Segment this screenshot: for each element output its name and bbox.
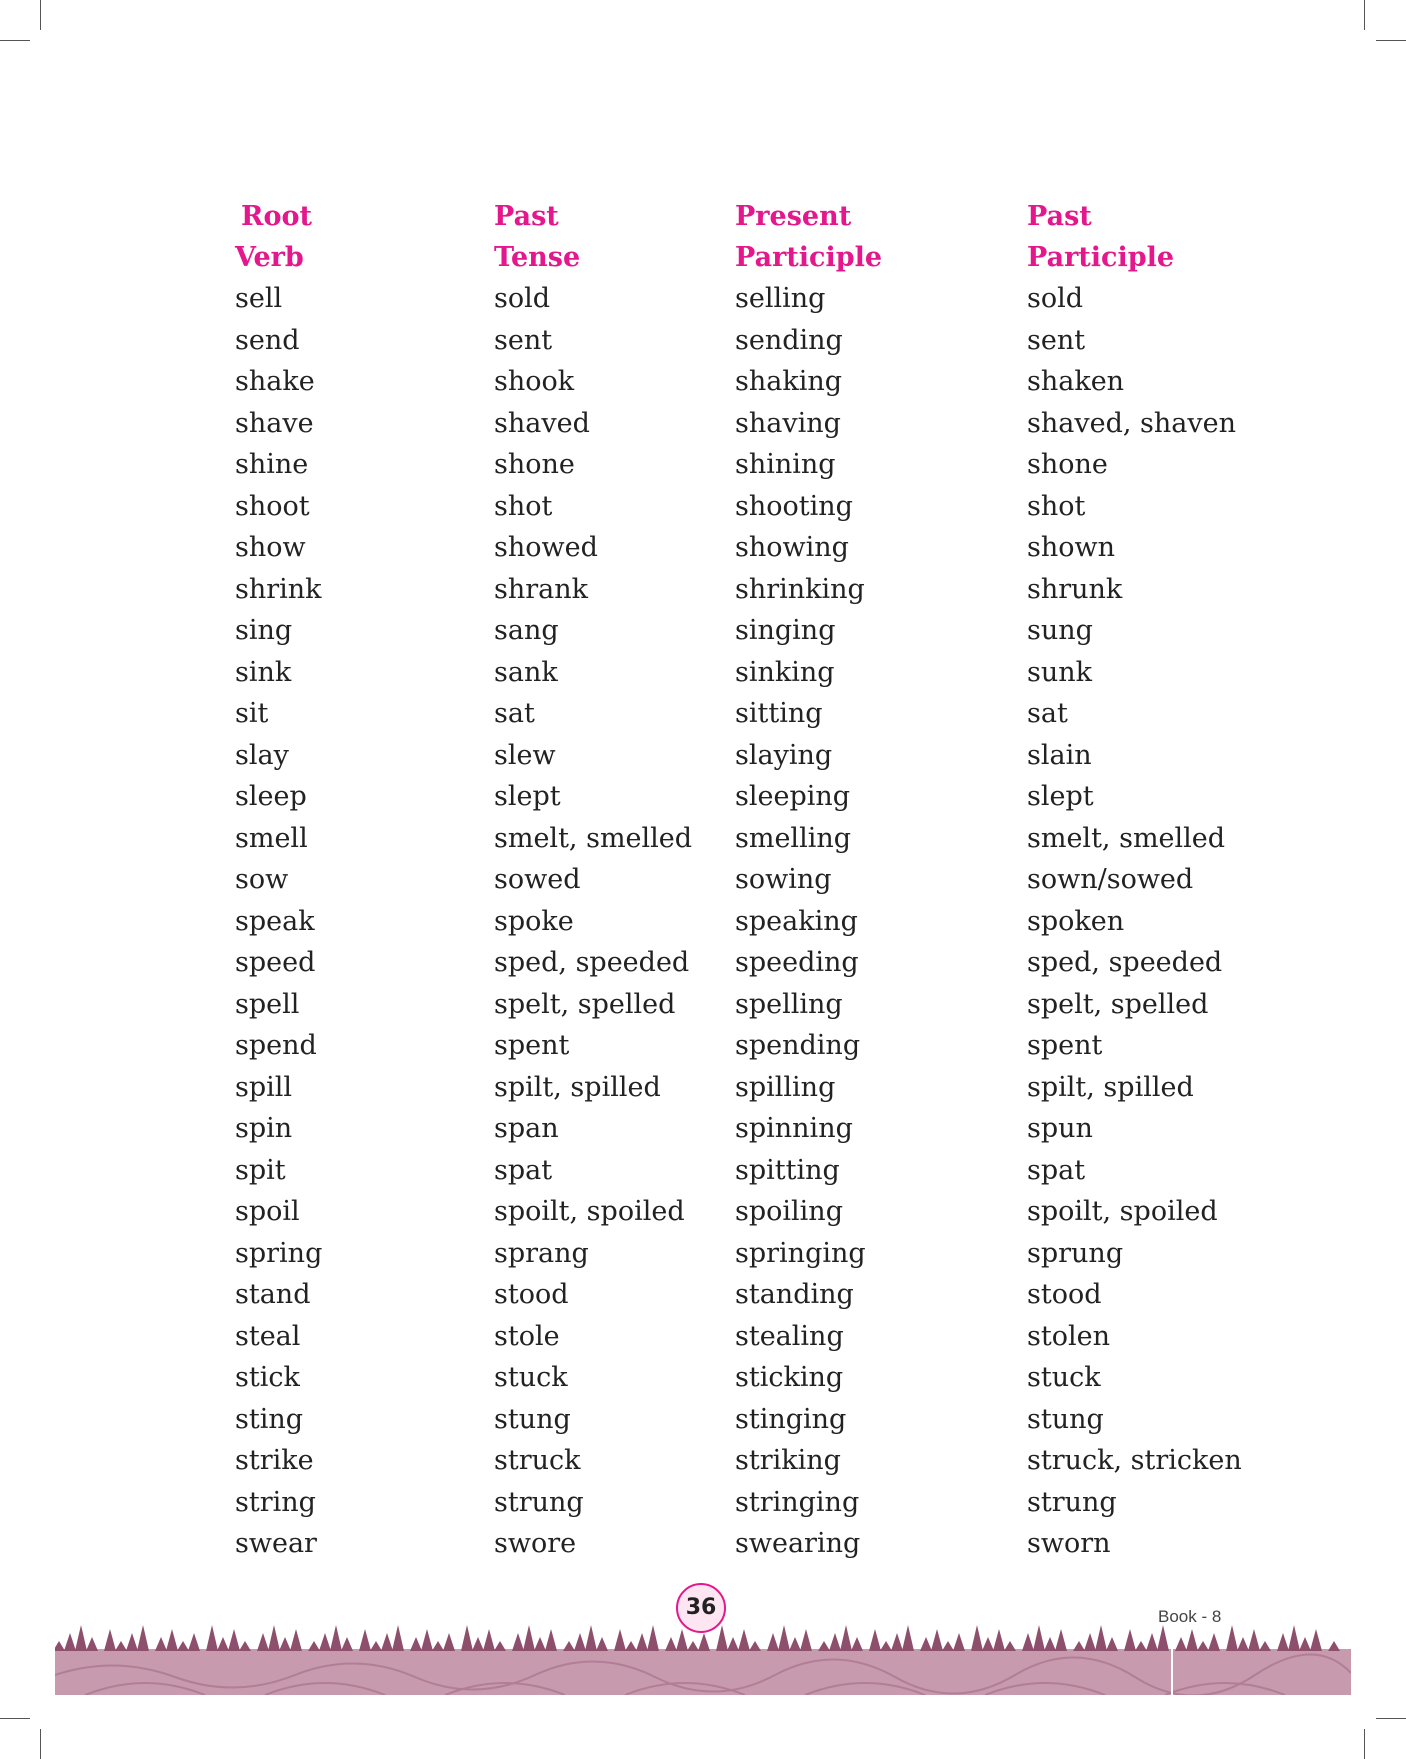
- tree-shape: [330, 1625, 342, 1651]
- table-cell: shooting: [735, 490, 853, 522]
- table-cell: shrunk: [1027, 573, 1123, 605]
- header-line-1: Root: [241, 201, 312, 232]
- tree-shape: [891, 1633, 903, 1651]
- table-cell: spoiling: [735, 1196, 843, 1227]
- table-cell: swear: [235, 1528, 317, 1559]
- tree-shape: [279, 1637, 291, 1651]
- tree-shape: [1248, 1629, 1260, 1651]
- tree-shape: [647, 1625, 659, 1651]
- table-cell: spitting: [735, 1154, 840, 1186]
- tree-shape: [290, 1629, 302, 1651]
- table-cell: shoot: [235, 490, 310, 522]
- table-cell: sung: [1027, 615, 1093, 646]
- tree-shape: [523, 1625, 535, 1651]
- table-cell: speed: [235, 947, 316, 978]
- tree-shape: [902, 1625, 914, 1651]
- tree-shape: [778, 1625, 790, 1651]
- column-root-verb: [235, 196, 322, 1565]
- tree-shape: [880, 1641, 892, 1651]
- table-cell: shone: [494, 449, 575, 480]
- table-cell: springing: [735, 1237, 866, 1269]
- tree-shape: [64, 1633, 76, 1651]
- column-header: [1027, 196, 1242, 278]
- tree-shape: [1157, 1625, 1169, 1651]
- tree-shape: [1022, 1633, 1034, 1651]
- table-cell: selling: [735, 283, 826, 314]
- table-cell: sown/sowed: [1027, 864, 1194, 895]
- table-cell: shining: [735, 449, 836, 480]
- header-line-1: Present: [735, 201, 852, 232]
- tree-shape: [308, 1641, 320, 1651]
- tree-shape: [206, 1625, 218, 1651]
- column-header: [235, 196, 322, 278]
- table-cell: spending: [735, 1030, 861, 1061]
- table-cell: sped, speeded: [494, 947, 690, 978]
- column-header: [494, 196, 692, 278]
- table-cell: show: [235, 532, 306, 563]
- table-cell: sowing: [735, 864, 832, 895]
- table-cell: shaved: [494, 407, 590, 439]
- table-cell: sleep: [235, 781, 307, 812]
- tree-shape: [1095, 1625, 1107, 1651]
- table-cell: sowed: [494, 864, 581, 895]
- tree-shape: [789, 1637, 801, 1651]
- table-cell: slain: [1027, 739, 1092, 771]
- table-cell: stung: [494, 1403, 571, 1435]
- table-cell: sink: [235, 656, 292, 688]
- column-past-tense: [494, 196, 692, 1565]
- table-cell: slaying: [735, 739, 833, 771]
- crop-mark: [0, 1718, 30, 1719]
- tree-shape: [982, 1637, 994, 1651]
- tree-shape: [461, 1625, 473, 1651]
- table-cell: spat: [1027, 1154, 1086, 1186]
- tree-shape: [687, 1641, 699, 1651]
- table-cell: shrinking: [735, 573, 865, 605]
- tree-shape: [738, 1629, 750, 1651]
- column-header: [735, 196, 882, 278]
- tree-shape: [534, 1637, 546, 1651]
- tree-shape: [483, 1629, 495, 1651]
- tree-shape: [1073, 1641, 1085, 1651]
- crop-mark: [1376, 40, 1406, 41]
- tree-shape: [381, 1633, 393, 1651]
- table-cell: sent: [494, 324, 553, 356]
- crop-mark: [40, 0, 41, 30]
- tree-shape: [971, 1625, 983, 1651]
- header-line-2: Participle: [735, 242, 883, 273]
- tree-shape: [665, 1637, 677, 1651]
- tree-shape: [767, 1633, 779, 1651]
- table-cell: strung: [1027, 1486, 1117, 1518]
- table-cell: spelt, spelled: [1027, 988, 1209, 1020]
- table-cell: struck, stricken: [1027, 1445, 1242, 1476]
- table-cell: singing: [735, 615, 836, 646]
- table-cell: shone: [1027, 449, 1108, 480]
- tree-shape: [155, 1637, 167, 1651]
- tree-shape: [370, 1641, 382, 1651]
- tree-shape: [268, 1625, 280, 1651]
- tree-shape: [319, 1633, 331, 1651]
- table-cell: slew: [494, 739, 556, 771]
- table-cell: sleeping: [735, 781, 851, 812]
- tree-shape: [749, 1641, 761, 1651]
- tree-shape: [563, 1641, 575, 1651]
- table-cell: stinging: [735, 1403, 847, 1435]
- tree-shape: [432, 1641, 444, 1651]
- table-cell: sit: [235, 698, 269, 729]
- table-cell: smell: [235, 822, 308, 854]
- tree-shape: [1328, 1641, 1340, 1651]
- table-cell: sworn: [1027, 1528, 1111, 1559]
- table-cell: spoilt, spoiled: [494, 1196, 685, 1227]
- tree-shape: [574, 1633, 586, 1651]
- tree-shape: [104, 1629, 116, 1651]
- table-cell: showing: [735, 532, 849, 563]
- table-cell: smelt, smelled: [494, 822, 693, 854]
- tree-shape: [1226, 1625, 1238, 1651]
- header-line-1: Past: [494, 201, 559, 232]
- table-cell: spent: [1027, 1030, 1103, 1061]
- table-cell: spring: [235, 1237, 323, 1269]
- table-cell: sank: [494, 656, 558, 688]
- table-cell: send: [235, 324, 300, 356]
- tree-shape: [1310, 1629, 1322, 1651]
- table-cell: shot: [494, 490, 553, 522]
- tree-shape: [115, 1641, 127, 1651]
- table-cell: sent: [1027, 324, 1086, 356]
- table-cell: spoilt, spoiled: [1027, 1196, 1218, 1227]
- tree-shape: [1146, 1633, 1158, 1651]
- tree-shape: [1004, 1641, 1016, 1651]
- table-cell: stuck: [494, 1362, 568, 1393]
- table-cell: spun: [1027, 1113, 1093, 1144]
- tree-shape: [1259, 1641, 1271, 1651]
- table-cell: spin: [235, 1113, 293, 1144]
- table-cell: sitting: [735, 698, 823, 729]
- tree-shape: [137, 1625, 149, 1651]
- header-line-2: Participle: [1027, 242, 1175, 273]
- table-cell: sticking: [735, 1362, 844, 1393]
- table-cell: sang: [494, 615, 559, 646]
- table-cell: spilt, spilled: [494, 1071, 661, 1103]
- tree-shape: [1299, 1637, 1311, 1651]
- tree-shape: [126, 1633, 138, 1651]
- tree-shape: [188, 1633, 200, 1651]
- tree-shape: [636, 1633, 648, 1651]
- table-cell: sell: [235, 283, 283, 314]
- table-cell: showed: [494, 532, 598, 563]
- tree-shape: [727, 1637, 739, 1651]
- table-cell: shown: [1027, 532, 1116, 563]
- table-cell: slept: [1027, 781, 1094, 812]
- table-cell: sped, speeded: [1027, 947, 1223, 978]
- table-cell: span: [494, 1113, 559, 1144]
- table-cell: sold: [1027, 283, 1084, 314]
- table-cell: shot: [1027, 490, 1086, 522]
- table-cell: strike: [235, 1445, 314, 1476]
- table-cell: sting: [235, 1403, 304, 1435]
- column-past-participle: [1027, 196, 1242, 1565]
- table-cell: speeding: [735, 947, 859, 978]
- tree-shape: [472, 1637, 484, 1651]
- table-cell: struck: [494, 1445, 581, 1476]
- tree-shape: [1237, 1637, 1249, 1651]
- crop-mark: [40, 1729, 41, 1759]
- table-cell: sow: [235, 864, 289, 895]
- table-cell: sold: [494, 283, 551, 314]
- tree-shape: [953, 1633, 965, 1651]
- table-cell: sending: [735, 324, 843, 356]
- table-cell: stood: [494, 1279, 569, 1310]
- table-cell: sat: [494, 698, 535, 729]
- tree-shape: [596, 1637, 608, 1651]
- table-cell: spilling: [735, 1071, 836, 1103]
- table-cell: shave: [235, 407, 314, 439]
- table-cell: stringing: [735, 1486, 860, 1518]
- tree-shape: [829, 1633, 841, 1651]
- tree-shape: [86, 1637, 98, 1651]
- tree-shape: [1135, 1641, 1147, 1651]
- table-cell: spelt, spelled: [494, 988, 676, 1020]
- tree-shape: [512, 1633, 524, 1651]
- table-cell: spilt, spilled: [1027, 1071, 1194, 1103]
- table-cell: spell: [235, 988, 300, 1020]
- tree-shape: [217, 1637, 229, 1651]
- tree-shape: [341, 1637, 353, 1651]
- table-cell: spit: [235, 1154, 286, 1186]
- table-cell: standing: [735, 1279, 854, 1310]
- tree-shape: [1033, 1625, 1045, 1651]
- tree-shape: [1044, 1637, 1056, 1651]
- table-cell: shrank: [494, 573, 588, 605]
- table-cell: stood: [1027, 1279, 1102, 1310]
- table-cell: sat: [1027, 698, 1068, 729]
- crop-mark: [0, 40, 30, 41]
- table-cell: stick: [235, 1362, 300, 1393]
- table-cell: spend: [235, 1030, 317, 1061]
- table-cell: steal: [235, 1320, 301, 1352]
- tree-shape: [625, 1641, 637, 1651]
- table-cell: swearing: [735, 1528, 861, 1559]
- crop-mark: [1376, 1718, 1406, 1719]
- tree-shape: [359, 1629, 371, 1651]
- table-cell: string: [235, 1486, 316, 1518]
- table-cell: striking: [735, 1445, 841, 1476]
- table-cell: spent: [494, 1030, 570, 1061]
- tree-shape: [392, 1625, 404, 1651]
- table-cell: strung: [494, 1486, 584, 1518]
- table-cell: shaving: [735, 407, 841, 439]
- table-cell: spelling: [735, 988, 843, 1020]
- tree-shape: [1175, 1637, 1187, 1651]
- column-present-participle: [735, 196, 882, 1565]
- table-cell: stand: [235, 1279, 311, 1310]
- header-line-1: Past: [1027, 201, 1092, 232]
- tree-shape: [545, 1629, 557, 1651]
- table-cell: shaved, shaven: [1027, 407, 1236, 439]
- table-cell: sinking: [735, 656, 835, 688]
- tree-shape: [1197, 1641, 1209, 1651]
- tree-shape: [840, 1625, 852, 1651]
- crop-mark: [1364, 1729, 1365, 1759]
- table-cell: stung: [1027, 1403, 1104, 1435]
- table-cell: smelt, smelled: [1027, 822, 1226, 854]
- tree-shape: [585, 1625, 597, 1651]
- tree-shape: [1124, 1629, 1136, 1651]
- tree-shape: [698, 1633, 710, 1651]
- table-cell: shine: [235, 449, 309, 480]
- tree-shape: [851, 1637, 863, 1651]
- tree-shape: [257, 1633, 269, 1651]
- tree-shape: [1288, 1625, 1300, 1651]
- table-cell: speaking: [735, 905, 858, 937]
- tree-shape: [614, 1629, 626, 1651]
- table-cell: spoke: [494, 905, 574, 937]
- tree-shape: [993, 1629, 1005, 1651]
- tree-shape: [800, 1629, 812, 1651]
- header-line-2: Tense: [494, 242, 581, 273]
- table-cell: spoken: [1027, 905, 1125, 937]
- tree-shape: [1106, 1637, 1118, 1651]
- tree-shape: [1055, 1629, 1067, 1651]
- page-number: 36: [676, 1583, 726, 1633]
- tree-shape: [75, 1625, 87, 1651]
- table-cell: swore: [494, 1528, 577, 1559]
- tree-shape: [55, 1641, 65, 1651]
- crop-mark: [1364, 0, 1365, 30]
- tree-shape: [818, 1641, 830, 1651]
- tree-shape: [410, 1637, 422, 1651]
- table-cell: sprang: [494, 1237, 589, 1269]
- table-cell: speak: [235, 905, 315, 937]
- table-cell: stealing: [735, 1320, 844, 1352]
- table-cell: stuck: [1027, 1362, 1101, 1393]
- tree-shape: [421, 1629, 433, 1651]
- tree-shape: [1186, 1629, 1198, 1651]
- tree-shape: [228, 1629, 240, 1651]
- tree-shape: [177, 1641, 189, 1651]
- table-cell: shook: [494, 366, 575, 397]
- tree-shape: [942, 1641, 954, 1651]
- tree-shape: [931, 1629, 943, 1651]
- table-cell: shake: [235, 366, 315, 397]
- table-cell: shaking: [735, 366, 843, 397]
- header-line-2: Verb: [235, 242, 304, 273]
- table-cell: sunk: [1027, 656, 1092, 688]
- tree-shape: [869, 1629, 881, 1651]
- table-cell: slay: [235, 739, 289, 771]
- tree-shape: [716, 1625, 728, 1651]
- table-cell: spat: [494, 1154, 553, 1186]
- tree-shape: [166, 1629, 178, 1651]
- book-label: Book - 8: [1158, 1607, 1222, 1626]
- tree-shape: [920, 1637, 932, 1651]
- table-cell: spoil: [235, 1196, 300, 1227]
- table-cell: sing: [235, 615, 293, 646]
- table-cell: sprung: [1027, 1237, 1124, 1269]
- tree-shape: [1084, 1633, 1096, 1651]
- tree-shape: [676, 1629, 688, 1651]
- table-cell: spill: [235, 1071, 293, 1103]
- table-cell: spinning: [735, 1113, 853, 1144]
- table-cell: shrink: [235, 573, 322, 605]
- tree-shape: [239, 1641, 251, 1651]
- table-cell: slept: [494, 781, 561, 812]
- table-cell: shaken: [1027, 366, 1125, 397]
- table-cell: smelling: [735, 822, 852, 854]
- tree-shape: [1277, 1633, 1289, 1651]
- table-cell: stolen: [1027, 1320, 1110, 1352]
- tree-shape: [1208, 1633, 1220, 1651]
- table-cell: stole: [494, 1320, 560, 1352]
- tree-shape: [494, 1641, 506, 1651]
- tree-shape: [443, 1633, 455, 1651]
